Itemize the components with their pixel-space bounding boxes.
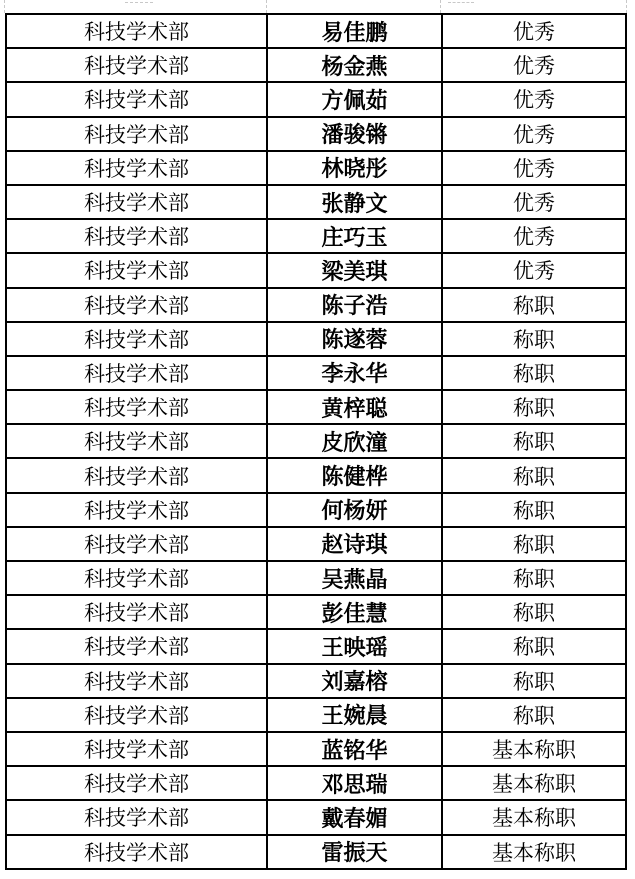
table-row (6, 766, 626, 800)
table-row (6, 14, 626, 48)
rating-cell[interactable]: 称职 (442, 322, 626, 356)
rating-cell[interactable]: 优秀 (442, 48, 626, 82)
department-cell[interactable]: 科技学术部 (6, 629, 267, 663)
rating-cell[interactable]: 称职 (442, 664, 626, 698)
rating-cell[interactable]: 称职 (442, 458, 626, 492)
rating-cell[interactable]: 基本称职 (442, 732, 626, 766)
name-cell[interactable]: 李永华 (267, 356, 442, 390)
name-cell[interactable]: 蓝铭华 (267, 732, 442, 766)
name-cell[interactable]: 吴燕晶 (267, 561, 442, 595)
rating-cell[interactable]: 称职 (442, 527, 626, 561)
department-cell[interactable]: 科技学术部 (6, 185, 267, 219)
department-cell[interactable]: 科技学术部 (6, 48, 267, 82)
department-cell[interactable]: 科技学术部 (6, 595, 267, 629)
rating-cell[interactable]: 称职 (442, 356, 626, 390)
gridline-stub-top-b (448, 2, 474, 3)
gridline-stub-col2 (440, 0, 441, 13)
department-cell[interactable]: 科技学术部 (6, 732, 267, 766)
rating-cell[interactable]: 称职 (442, 698, 626, 732)
table-row (6, 561, 626, 595)
name-cell[interactable]: 方佩茹 (267, 82, 442, 116)
name-cell[interactable]: 彭佳慧 (267, 595, 442, 629)
table-row (6, 390, 626, 424)
rating-cell[interactable]: 称职 (442, 288, 626, 322)
department-cell[interactable]: 科技学术部 (6, 458, 267, 492)
department-cell[interactable]: 科技学术部 (6, 766, 267, 800)
department-cell[interactable]: 科技学术部 (6, 151, 267, 185)
department-cell[interactable]: 科技学术部 (6, 424, 267, 458)
name-cell[interactable]: 赵诗琪 (267, 527, 442, 561)
rating-cell[interactable]: 称职 (442, 493, 626, 527)
name-cell[interactable]: 雷振天 (267, 835, 442, 870)
name-cell[interactable]: 王映瑶 (267, 629, 442, 663)
name-cell[interactable]: 林晓彤 (267, 151, 442, 185)
department-cell[interactable]: 科技学术部 (6, 14, 267, 48)
rating-cell[interactable]: 优秀 (442, 14, 626, 48)
department-cell[interactable]: 科技学术部 (6, 322, 267, 356)
table-row (6, 82, 626, 116)
table-row (6, 117, 626, 151)
table-row (6, 151, 626, 185)
rating-cell[interactable]: 基本称职 (442, 835, 626, 870)
rating-cell[interactable]: 称职 (442, 424, 626, 458)
gridline-stub-col1 (266, 0, 267, 13)
department-cell[interactable]: 科技学术部 (6, 664, 267, 698)
table-row (6, 800, 626, 834)
rating-cell[interactable]: 称职 (442, 390, 626, 424)
department-cell[interactable]: 科技学术部 (6, 835, 267, 870)
table-row (6, 322, 626, 356)
rating-cell[interactable]: 优秀 (442, 151, 626, 185)
table-row (6, 424, 626, 458)
name-cell[interactable]: 陈健桦 (267, 458, 442, 492)
department-cell[interactable]: 科技学术部 (6, 561, 267, 595)
name-cell[interactable]: 刘嘉榕 (267, 664, 442, 698)
gridline-stub-right (626, 0, 627, 13)
table-row (6, 253, 626, 287)
rating-cell[interactable]: 优秀 (442, 253, 626, 287)
table-row (6, 835, 626, 870)
department-cell[interactable]: 科技学术部 (6, 390, 267, 424)
rating-cell[interactable]: 称职 (442, 595, 626, 629)
department-cell[interactable]: 科技学术部 (6, 219, 267, 253)
name-cell[interactable]: 皮欣潼 (267, 424, 442, 458)
name-cell[interactable]: 庄巧玉 (267, 219, 442, 253)
table-row (6, 356, 626, 390)
table-row (6, 48, 626, 82)
name-cell[interactable]: 杨金燕 (267, 48, 442, 82)
department-cell[interactable]: 科技学术部 (6, 698, 267, 732)
gridline-stub-top-a (125, 2, 153, 3)
table-row (6, 698, 626, 732)
rating-cell[interactable]: 基本称职 (442, 766, 626, 800)
name-cell[interactable]: 梁美琪 (267, 253, 442, 287)
name-cell[interactable]: 易佳鹏 (267, 14, 442, 48)
rating-cell[interactable]: 称职 (442, 561, 626, 595)
table-row (6, 288, 626, 322)
department-cell[interactable]: 科技学术部 (6, 82, 267, 116)
rating-cell[interactable]: 优秀 (442, 219, 626, 253)
gridline-stub-left (4, 0, 5, 13)
evaluation-table (5, 13, 627, 870)
table-row (6, 458, 626, 492)
table-body (6, 14, 626, 869)
department-cell[interactable]: 科技学术部 (6, 117, 267, 151)
table-row (6, 527, 626, 561)
department-cell[interactable]: 科技学术部 (6, 527, 267, 561)
table-row (6, 219, 626, 253)
rating-cell[interactable]: 优秀 (442, 185, 626, 219)
table-row (6, 595, 626, 629)
table-row (6, 493, 626, 527)
name-cell[interactable]: 王婉晨 (267, 698, 442, 732)
table-row (6, 732, 626, 766)
department-cell[interactable]: 科技学术部 (6, 288, 267, 322)
rating-cell[interactable]: 称职 (442, 629, 626, 663)
rating-cell[interactable]: 优秀 (442, 117, 626, 151)
table-row (6, 664, 626, 698)
name-cell[interactable]: 张静文 (267, 185, 442, 219)
name-cell[interactable]: 潘骏锵 (267, 117, 442, 151)
name-cell[interactable]: 黄梓聪 (267, 390, 442, 424)
name-cell[interactable]: 戴春媚 (267, 800, 442, 834)
name-cell[interactable]: 邓思瑞 (267, 766, 442, 800)
department-cell[interactable]: 科技学术部 (6, 253, 267, 287)
table-row (6, 185, 626, 219)
department-cell[interactable]: 科技学术部 (6, 493, 267, 527)
rating-cell[interactable]: 基本称职 (442, 800, 626, 834)
name-cell[interactable]: 何杨妍 (267, 493, 442, 527)
department-cell[interactable]: 科技学术部 (6, 800, 267, 834)
rating-cell[interactable]: 优秀 (442, 82, 626, 116)
department-cell[interactable]: 科技学术部 (6, 356, 267, 390)
name-cell[interactable]: 陈子浩 (267, 288, 442, 322)
name-cell[interactable]: 陈遂蓉 (267, 322, 442, 356)
table-row (6, 629, 626, 663)
